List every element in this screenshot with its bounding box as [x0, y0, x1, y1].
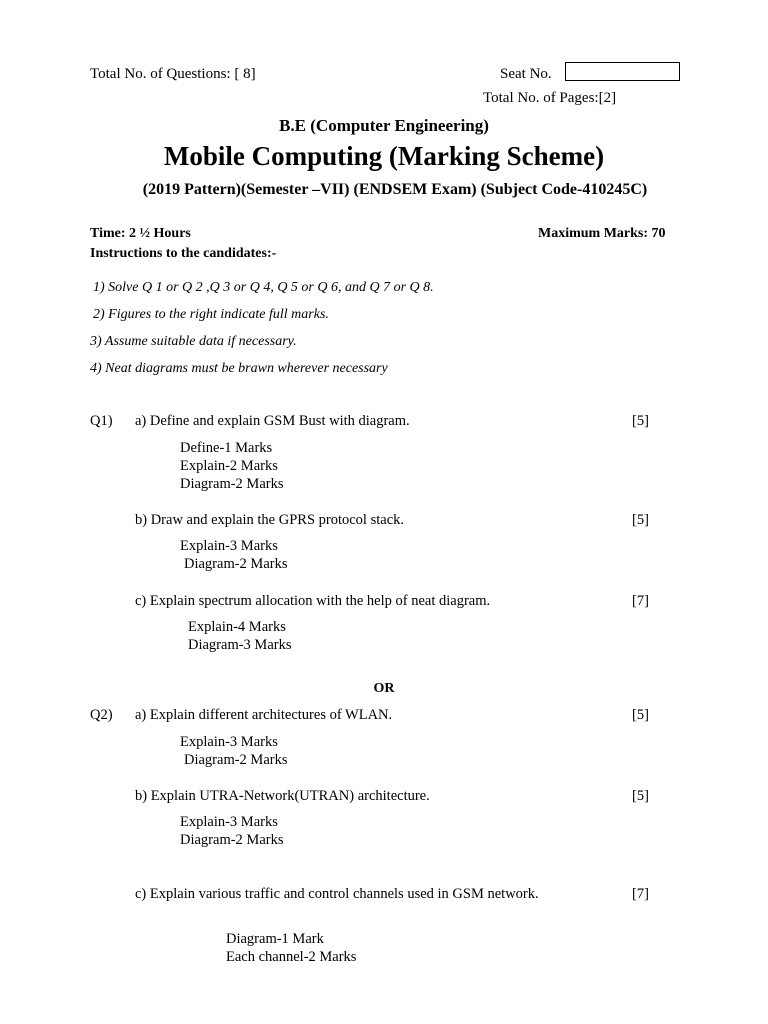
- or-divider: OR: [373, 681, 395, 696]
- question-marks: [5]: [632, 707, 649, 723]
- question-text: c) Explain various traffic and control channels used in GSM network.: [135, 886, 539, 902]
- scheme-item: Diagram-2 Marks: [180, 832, 284, 848]
- question-text: a) Define and explain GSM Bust with diagram.: [135, 413, 410, 429]
- degree: B.E (Computer Engineering): [279, 116, 489, 135]
- seat-no-box: [565, 62, 680, 81]
- question-marks: [7]: [632, 886, 649, 902]
- question-text: b) Draw and explain the GPRS protocol stack.: [135, 512, 405, 528]
- scheme-item: Explain-4 Marks: [188, 619, 286, 635]
- question-marks: [5]: [632, 788, 649, 804]
- exam-pattern: (2019 Pattern)(Semester –VII) (ENDSEM Exam) (Subject Code-410245C): [142, 181, 648, 198]
- total-questions: Total No. of Questions: [ 8]: [90, 66, 256, 82]
- question-number: Q1): [90, 413, 113, 429]
- scheme-item: Explain-3 Marks: [180, 814, 278, 830]
- instruction-item: 1) Solve Q 1 or Q 2 ,Q 3 or Q 4, Q 5 or Q 6, and Q 7 or Q 8.: [93, 280, 434, 295]
- scheme-item: Diagram-2 Marks: [184, 752, 288, 768]
- question-marks: [5]: [632, 413, 649, 429]
- page-title: Mobile Computing (Marking Scheme): [163, 141, 605, 171]
- question-marks: [7]: [632, 593, 649, 609]
- instruction-item: 2) Figures to the right indicate full marks.: [93, 307, 329, 322]
- scheme-item: Diagram-1 Mark: [226, 931, 324, 947]
- scheme-item: Explain-2 Marks: [180, 458, 278, 474]
- max-marks: Maximum Marks: 70: [538, 226, 666, 241]
- scheme-item: Diagram-2 Marks: [180, 476, 284, 492]
- exam-time: Time: 2 ½ Hours: [90, 226, 191, 241]
- scheme-item: Explain-3 Marks: [180, 538, 278, 554]
- question-text: b) Explain UTRA-Network(UTRAN) architecture.: [135, 788, 430, 804]
- question-text: a) Explain different architectures of WLAN.: [135, 707, 393, 723]
- instructions-heading: Instructions to the candidates:-: [90, 246, 277, 261]
- scheme-item: Each channel-2 Marks: [226, 949, 357, 965]
- total-pages: Total No. of Pages:[2]: [483, 90, 617, 106]
- question-text: c) Explain spectrum allocation with the help of neat diagram.: [135, 593, 491, 609]
- instruction-item: 3) Assume suitable data if necessary.: [90, 334, 297, 349]
- scheme-item: Diagram-3 Marks: [188, 637, 292, 653]
- question-number: Q2): [90, 707, 113, 723]
- scheme-item: Diagram-2 Marks: [184, 556, 288, 572]
- instruction-item: 4) Neat diagrams must be brawn wherever necessary: [90, 361, 388, 376]
- scheme-item: Define-1 Marks: [180, 440, 273, 456]
- scheme-item: Explain-3 Marks: [180, 734, 278, 750]
- seat-no-label: Seat No.: [500, 66, 552, 82]
- question-marks: [5]: [632, 512, 649, 528]
